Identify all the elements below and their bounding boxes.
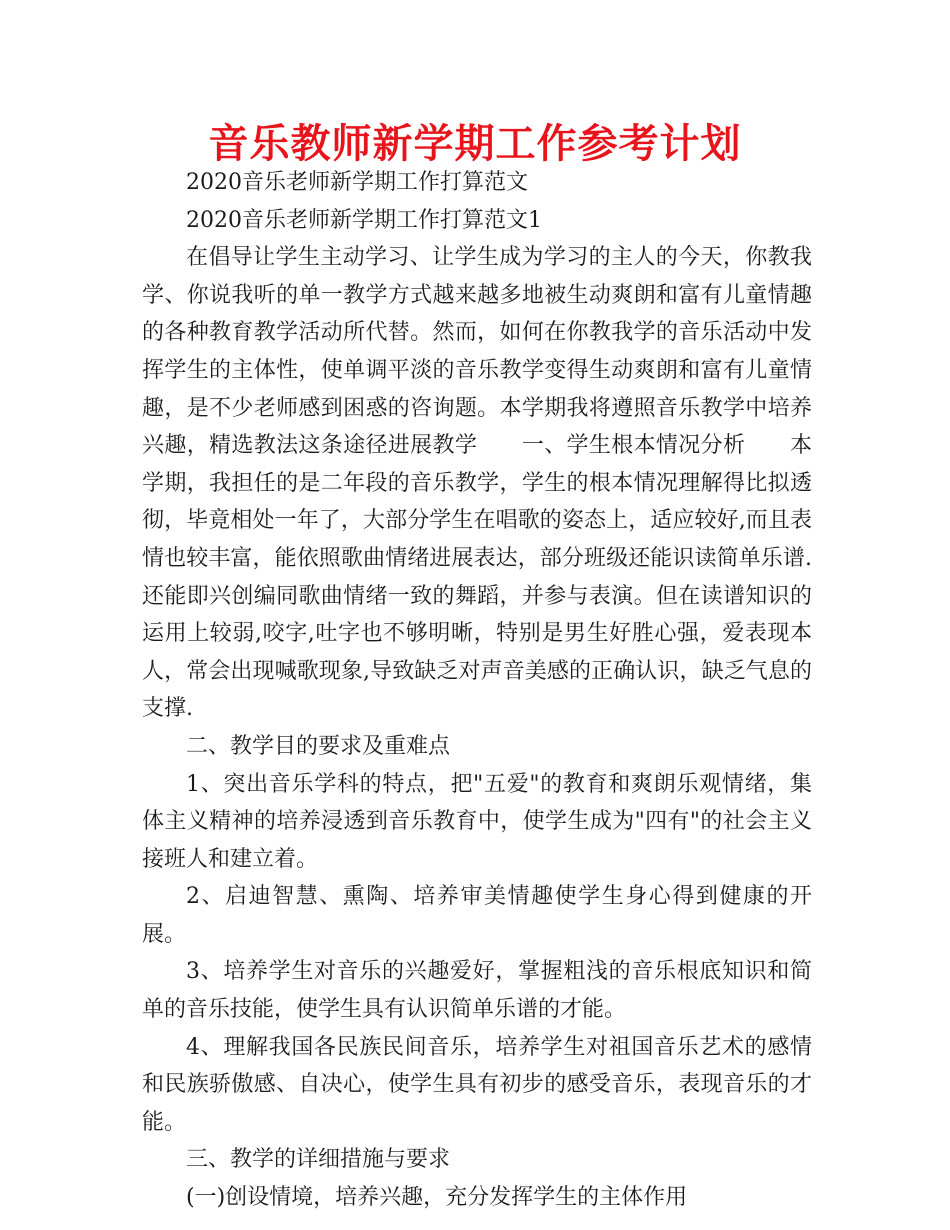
- paragraph-goal-3: 3、培养学生对音乐的兴趣爱好，掌握粗浅的音乐根底知识和简单的音乐技能，使学生具有认识简单乐谱的才能。: [142, 959, 812, 1023]
- section-heading-measures: 三、教学的详细措施与要求: [186, 1147, 451, 1173]
- paragraph-goal-1: 1、突出音乐学科的特点，把"五爱"的教育和爽朗乐观情绪，集体主义精神的培养浸透到音乐教育中，使学生成为"四有"的社会主义接班人和建立着。: [142, 771, 812, 872]
- paragraph-subtitle: 2020音乐老师新学期工作打算范文: [186, 170, 528, 195]
- subsection-heading-1: (一)创设情境，培养兴趣，充分发挥学生的主体作用: [186, 1185, 688, 1211]
- document-body: [142, 164, 812, 1217]
- document-title: 音乐教师新学期工作参考计划: [208, 121, 742, 167]
- paragraph-goal-2: 2、启迪智慧、熏陶、培养审美情趣使学生身心得到健康的开展。: [142, 884, 812, 947]
- paragraph-subtitle-1: 2020音乐老师新学期工作打算范文1: [186, 207, 542, 233]
- paragraph-intro: 在倡导让学生主动学习、让学生成为学习的主人的今天，你教我学、你说我听的单一教学方式越来越多地被生动爽朗和富有儿童情趣的各种教育教学活动所代替。然而，如何在你教我学的音乐活动中发挥学生的主体性，使单调平淡的音乐教学变得生动爽朗和富有儿童情趣，是不少老师感到困惑的咨询题。本学期我将遵照音乐教学中培养兴趣，精选教法这条途径进展教学 一、学生根本情况分析 本学期，我担任的是二年段的音乐教学，学生的根本情况理解得比拟透彻，毕竟相处一年了，大部分学生在唱歌的姿态上，适应较好,而且表情也较丰富，能依照歌曲情绪进展表达，部分班级还能识读简单乐谱.还能即兴创编同歌曲情绪一致的舞蹈，并参与表演。但在读谱知识的运用上较弱,咬字,吐字也不够明晰，特别是男生好胜心强，爱表现本人，常会出现喊歌现象,导致缺乏对声音美感的正确认识，缺乏气息的支撑.: [142, 245, 812, 722]
- paragraph-goal-4: 4、理解我国各民族民间音乐，培养学生对祖国音乐艺术的感情和民族骄傲感、自决心，使学生具有初步的感受音乐，表现音乐的才能。: [142, 1034, 812, 1135]
- section-heading-goals: 二、教学目的要求及重难点: [186, 733, 451, 759]
